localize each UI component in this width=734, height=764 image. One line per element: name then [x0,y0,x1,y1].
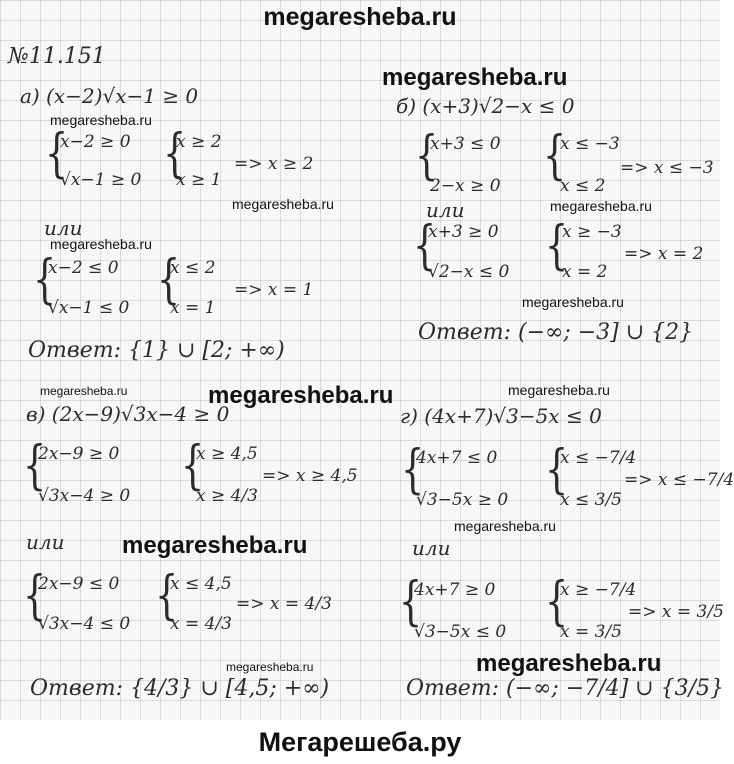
part-a-r1-line1: x ≥ 2 [176,132,222,152]
part-a-s1-line1: x−2 ≥ 0 [60,132,131,152]
part-b-conclusion-2: => x = 2 [624,244,704,264]
problem-number: №11.151 [8,44,106,69]
part-v-r2-line2: x = 4/3 [170,614,232,634]
watermark[interactable]: megaresheba.ru [208,382,394,409]
part-v-brace-2: { [180,436,205,496]
part-v-answer: Ответ: {4/3} ∪ [4,5; +∞) [30,676,330,701]
part-g-r2-line2: x = 3/5 [560,622,622,642]
part-v-brace-4: { [154,566,179,626]
part-b-s1-line1: x+3 ≤ 0 [430,134,501,154]
part-a-r2-line2: x = 1 [170,298,216,318]
part-g-or: или [412,536,451,560]
part-b-brace-2: { [542,126,567,186]
part-b-answer: Ответ: (−∞; −3] ∪ {2} [418,320,694,345]
part-a-s2-line2: √x−1 ≤ 0 [48,298,130,318]
site-header[interactable]: megaresheba.ru [263,3,457,31]
part-a-answer: Ответ: {1} ∪ [2; +∞) [28,338,285,363]
part-b-s2-line2: √2−x ≤ 0 [428,262,510,282]
part-a-r2-line1: x ≤ 2 [170,258,216,278]
watermark[interactable]: megaresheba.ru [382,64,568,91]
watermark[interactable]: megaresheba.ru [50,236,152,252]
part-b-brace-4: { [544,216,569,276]
part-v-brace-1: { [22,436,47,496]
watermark[interactable]: megaresheba.ru [232,196,334,212]
part-g-conclusion-2: => x = 3/5 [628,602,724,622]
part-g-brace-4: { [544,572,569,632]
watermark[interactable]: megaresheba.ru [550,198,652,214]
part-v-s1-line1: 2x−9 ≥ 0 [38,444,120,464]
part-a-s1-line2: √x−1 ≥ 0 [60,170,142,190]
watermark[interactable]: megaresheba.ru [226,660,314,674]
part-g-brace-2: { [544,440,569,500]
part-b-r2-line1: x ≥ −3 [562,222,622,242]
part-a-brace-3: { [32,250,57,310]
part-a-equation: а) (x−2)√x−1 ≥ 0 [20,84,199,108]
watermark[interactable]: megaresheba.ru [522,294,624,310]
part-g-s2-line1: 4x+7 ≥ 0 [414,580,496,600]
part-v-or: или [26,530,65,554]
part-g-r1-line2: x ≤ 3/5 [560,490,622,510]
part-b-r1-line1: x ≤ −3 [560,134,620,154]
part-a-conclusion-2: => x = 1 [234,280,314,300]
part-v-equation: в) (2x−9)√3x−4 ≥ 0 [26,402,230,426]
part-g-brace-1: { [400,440,425,500]
part-g-conclusion-1: => x ≤ −7/4 [624,470,734,490]
part-a-brace-2: { [162,124,187,184]
part-a-r1-line2: x ≥ 1 [176,170,222,190]
part-b-r2-line2: x = 2 [562,262,608,282]
part-v-r2-line1: x ≤ 4,5 [170,574,232,594]
part-v-s2-line2: √3x−4 ≤ 0 [38,614,131,634]
part-b-s1-line2: 2−x ≥ 0 [430,176,501,196]
site-footer[interactable]: Мегарешеба.ру [0,720,720,764]
part-v-s2-line1: 2x−9 ≤ 0 [38,574,120,594]
watermark[interactable]: megaresheba.ru [508,382,610,398]
part-g-r1-line1: x ≤ −7/4 [560,448,637,468]
part-g-s2-line2: √3−5x ≤ 0 [414,622,507,642]
part-a-brace-4: { [156,250,181,310]
part-v-conclusion-2: => x = 4/3 [236,594,332,614]
part-g-s1-line2: √3−5x ≥ 0 [416,490,509,510]
part-g-answer: Ответ: (−∞; −7/4] ∪ {3/5} [406,676,724,701]
part-b-conclusion-1: => x ≤ −3 [620,158,714,178]
part-b-r1-line2: x ≤ 2 [560,176,606,196]
part-a-brace-1: { [44,124,69,184]
watermark[interactable]: megaresheba.ru [122,532,308,559]
part-g-equation: г) (4x+7)√3−5x ≤ 0 [400,404,602,428]
part-b-brace-3: { [412,216,437,276]
part-v-conclusion-1: => x ≥ 4,5 [262,466,358,486]
watermark[interactable]: megaresheba.ru [40,384,128,398]
part-b-equation: б) (x+3)√2−x ≤ 0 [396,94,575,118]
part-b-or: или [426,198,465,222]
part-v-r1-line1: x ≥ 4,5 [196,444,258,464]
part-g-s1-line1: 4x+7 ≤ 0 [416,448,498,468]
watermark[interactable]: megaresheba.ru [476,650,662,677]
part-v-s1-line2: √3x−4 ≥ 0 [38,486,131,506]
part-a-or: или [44,216,83,240]
watermark[interactable]: megaresheba.ru [50,112,152,128]
watermark[interactable]: megaresheba.ru [454,518,556,534]
part-a-conclusion-1: => x ≥ 2 [234,154,314,174]
part-v-brace-3: { [22,566,47,626]
part-b-s2-line1: x+3 ≥ 0 [428,222,499,242]
part-v-r1-line2: x ≥ 4/3 [196,486,258,506]
part-g-r2-line1: x ≥ −7/4 [560,580,637,600]
part-b-brace-1: { [414,126,439,186]
part-g-brace-3: { [398,572,423,632]
part-a-s2-line1: x−2 ≤ 0 [48,258,119,278]
